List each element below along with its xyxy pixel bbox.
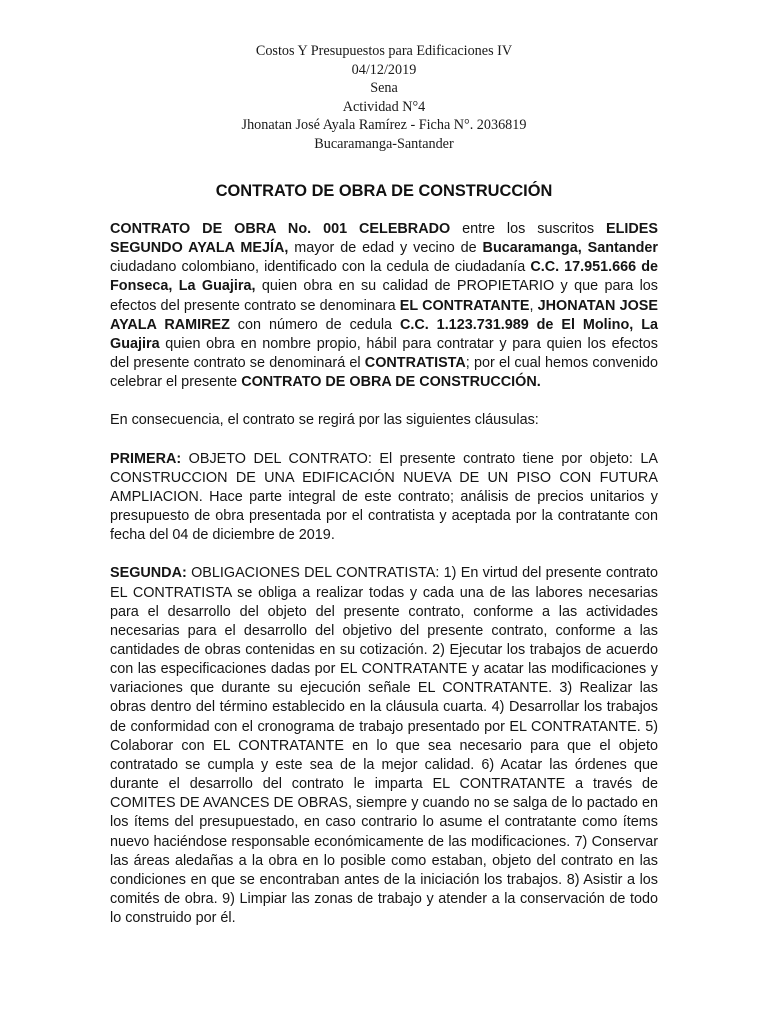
header-date: 04/12/2019	[351, 61, 417, 78]
contratista-term: CONTRATISTA	[364, 355, 466, 372]
owner-name: ELIDES SEGUNDO AYALA MEJÍA,	[110, 221, 658, 257]
contractor-id: C.C. 1.123.731.989 de El Molino, La Guajira	[110, 316, 658, 352]
intro-paragraph	[110, 220, 658, 392]
intro-text: quien obra en su calidad de PROPIETARIO y que para los efectos del presente contrato se denominara	[110, 278, 659, 314]
intro-text: ; por el cual hemos convenido celebrar el presente	[110, 355, 658, 391]
header-student: Jhonatan José Ayala Ramírez - Ficha N°. 2036819	[241, 117, 527, 133]
owner-id: C.C. 17.951.666 de Fonseca, La Guajira,	[110, 259, 658, 295]
contractor-name: JHONATAN JOSE AYALA RAMIREZ	[110, 297, 658, 333]
clause-text: OBJETO DEL CONTRATO: El presente contrato tiene por objeto: LA CONSTRUCCION DE UNA EDIFICACIÓN NUEVA DE UN PISO CON FUTURA AMPLIACION. Hace parte integral de este contrato; análisis de precios unitarios y presupuesto de obra presentada por el contratista y aceptada por la contratante con fecha del 04 de diciembre de 2019.	[110, 450, 658, 544]
intro-text: mayor de edad y vecino de	[288, 240, 483, 257]
contract-type: CONTRATO DE OBRA DE CONSTRUCCIÓN.	[241, 374, 541, 391]
consequence-paragraph: En consecuencia, el contrato se regirá por las siguientes cláusulas:	[110, 412, 539, 429]
document-header	[0, 42, 768, 153]
intro-text: entre los suscritos	[450, 221, 607, 237]
contratante-term: EL CONTRATANTE	[399, 297, 530, 314]
clause-primera	[110, 450, 658, 546]
document-title: CONTRATO DE OBRA DE CONSTRUCCIÓN	[215, 182, 553, 200]
intro-text: quien obra en nombre propio, hábil para contratar y para quien los efectos del presente contrato se denominará el	[110, 335, 658, 372]
clause-label: SEGUNDA:	[110, 565, 187, 582]
header-institution: Sena	[370, 80, 398, 96]
owner-city: Bucaramanga, Santander	[482, 240, 658, 257]
intro-text: ,	[529, 297, 538, 314]
contract-number: CONTRATO DE OBRA No. 001 CELEBRADO	[110, 221, 451, 237]
header-city: Bucaramanga-Santander	[314, 135, 454, 152]
header-activity: Actividad N°4	[342, 98, 426, 115]
header-course: Costos Y Presupuestos para Edificaciones IV	[255, 43, 513, 59]
clause-label: PRIMERA:	[110, 450, 182, 467]
clause-text: OBLIGACIONES DEL CONTRATISTA: 1) En virtud del presente contrato EL CONTRATISTA se obliga a realizar todas y cada una de las labores necesarias para el desarrollo del objeto del presente contrato, conforme a las actividades necesarias para el desarrollo del objetivo del presente contrato, conforme a las cantidades de obras contenidas en su cotización. 2) Ejecutar los trabajos de acuerdo con las especificaciones dadas por EL CONTRATANTE y acatar las modificaciones y variaciones que durante su ejecución señale EL CONTRATANTE. 3) Realizar las obras dentro del término establecido en la cláusula cuarta. 4) Desarrollar los trabajos de conformidad con el cronograma de trabajo presentado por EL CONTRATANTE. 5) Colaborar con EL CONTRATANTE en lo que sea necesario para que el objeto contratado se cumpla y este sea de la mejor calidad. 6) Acatar las órdenes que durante el desarrollo del contrato le imparta EL CONTRATANTE a través de COMITES DE AVANCES DE OBRAS, siempre y cuando no se salga de lo pactado en los ítems del presupuestado, en caso contrario lo asume el contratante como ítems nuevo haciéndose responsable económicamente de las modificaciones. 7) Conservar las áreas aledañas a la obra en lo posible como estaban, objeto del contrato en las condiciones en que se encontraban antes de la iniciación los trabajos. 8) Asistir a los comités de obra. 9) Limpiar las zonas de trabajo y atender a la conservación de todo lo construido por él.	[110, 565, 658, 927]
intro-text: ciudadano colombiano, identificado con la cedula de ciudadanía	[110, 259, 531, 276]
document-body	[110, 220, 658, 947]
clause-segunda	[110, 564, 658, 928]
intro-text: con número de cedula	[229, 316, 400, 333]
